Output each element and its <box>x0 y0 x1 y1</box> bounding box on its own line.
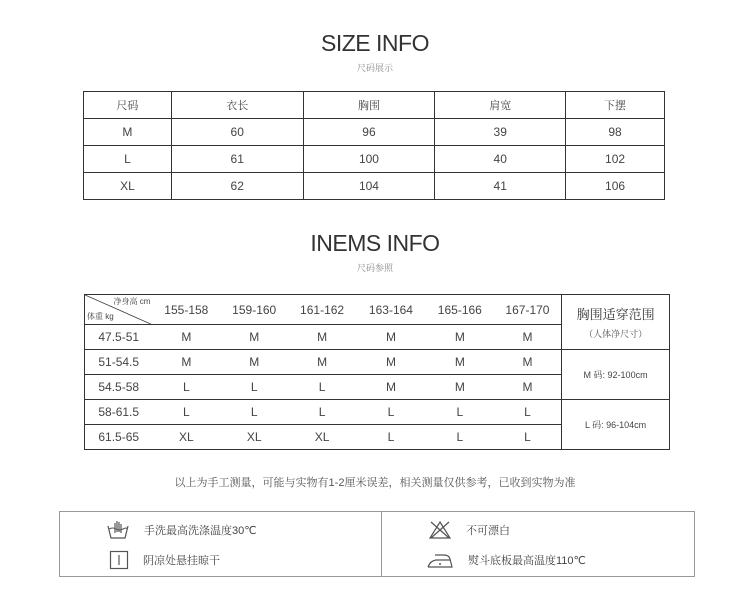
panel-divider <box>381 512 382 576</box>
size-cell: L <box>288 400 356 425</box>
size-cell: M <box>426 325 494 350</box>
size-info-subtitle: 尺码展示 <box>356 63 393 73</box>
weight-axis-label: 体重 kg <box>87 312 114 321</box>
size-cell: L <box>494 425 562 450</box>
size-cell: M <box>356 375 426 400</box>
table-cell: 96 <box>303 119 435 146</box>
table-cell: 40 <box>435 146 566 173</box>
height-header: 165-166 <box>426 295 494 325</box>
table-cell: 98 <box>566 119 665 146</box>
care-wash-label: 手洗最高洗涤温度30℃ <box>144 525 257 537</box>
table-cell: 100 <box>303 146 435 173</box>
size-cell: M <box>152 325 220 350</box>
table-cell: M <box>84 119 172 146</box>
weight-cell: 51-54.5 <box>85 350 153 375</box>
height-header: 167-170 <box>494 295 562 325</box>
fit-range-m: M 码: 92-100cm <box>562 350 670 400</box>
height-header: 161-162 <box>288 295 356 325</box>
table-header-row <box>84 92 665 119</box>
size-cell: L <box>152 400 220 425</box>
care-item-wash <box>106 520 257 540</box>
table-cell: 106 <box>566 173 665 200</box>
weight-cell: 58-61.5 <box>85 400 153 425</box>
inems-info-subtitle: 尺码参照 <box>356 263 393 273</box>
no-bleach-icon <box>428 520 452 540</box>
table-cell: 41 <box>435 173 566 200</box>
height-header: 163-164 <box>356 295 426 325</box>
fit-range-l: L 码: 96-104cm <box>562 400 670 450</box>
care-bleach-label: 不可漂白 <box>466 525 510 537</box>
size-cell: L <box>220 400 288 425</box>
size-info-title: SIZE INFO <box>321 30 429 56</box>
weight-cell: 47.5-51 <box>85 325 153 350</box>
size-cell: L <box>220 375 288 400</box>
header-cell: 下摆 <box>566 92 665 119</box>
table-cell: 104 <box>303 173 435 200</box>
table-cell: 60 <box>171 119 303 146</box>
size-cell: L <box>494 400 562 425</box>
inems-info-title: INEMS INFO <box>310 230 440 256</box>
table-cell: 102 <box>566 146 665 173</box>
size-cell: M <box>426 350 494 375</box>
weight-cell: 61.5-65 <box>85 425 153 450</box>
table-cell: 62 <box>171 173 303 200</box>
height-header: 155-158 <box>152 295 220 325</box>
size-table <box>83 91 665 200</box>
header-cell: 胸围 <box>303 92 435 119</box>
measurement-note: 以上为手工测量，可能与实物有1-2厘米误差，相关测量仅供参考，已收到实物为准 <box>174 477 576 489</box>
size-cell: M <box>356 325 426 350</box>
size-cell: L <box>356 400 426 425</box>
size-cell: M <box>220 325 288 350</box>
table-row <box>85 400 670 425</box>
table-row <box>84 119 665 146</box>
fit-range-title: 胸围适穿范围 <box>576 307 655 322</box>
header-cell: 尺码 <box>84 92 172 119</box>
table-row <box>84 146 665 173</box>
size-cell: L <box>288 375 356 400</box>
height-header: 159-160 <box>220 295 288 325</box>
table-cell: 61 <box>171 146 303 173</box>
size-cell: M <box>494 325 562 350</box>
fit-range-subtitle: （人体净尺寸） <box>584 329 648 339</box>
fit-range-header <box>562 295 670 350</box>
weight-cell: 54.5-58 <box>85 375 153 400</box>
care-item-dry <box>109 550 220 570</box>
header-cell: 肩宽 <box>435 92 566 119</box>
table-cell: L <box>84 146 172 173</box>
size-cell: M <box>220 350 288 375</box>
care-item-iron <box>426 550 586 570</box>
care-item-bleach <box>428 520 510 540</box>
header-cell: 衣长 <box>171 92 303 119</box>
table-row <box>85 350 670 375</box>
table-cell: 39 <box>435 119 566 146</box>
iron-icon <box>426 550 454 570</box>
care-instructions-panel <box>59 511 695 577</box>
corner-cell <box>85 295 153 325</box>
height-axis-label: 净身高 cm <box>113 297 151 306</box>
size-cell: M <box>288 325 356 350</box>
size-cell: M <box>288 350 356 375</box>
size-cell: XL <box>152 425 220 450</box>
table-cell: XL <box>84 173 172 200</box>
size-cell: XL <box>288 425 356 450</box>
size-cell: L <box>152 375 220 400</box>
size-cell: M <box>494 375 562 400</box>
size-cell: M <box>494 350 562 375</box>
care-dry-label: 阴凉处悬挂晾干 <box>143 555 220 567</box>
size-cell: M <box>426 375 494 400</box>
care-iron-label: 熨斗底板最高温度110℃ <box>468 555 586 567</box>
size-cell: L <box>426 425 494 450</box>
table-header-row <box>85 295 670 325</box>
size-cell: M <box>152 350 220 375</box>
size-cell: M <box>356 350 426 375</box>
inems-table <box>84 294 670 450</box>
size-cell: XL <box>220 425 288 450</box>
line-dry-icon <box>109 550 129 570</box>
table-row <box>84 173 665 200</box>
size-cell: L <box>356 425 426 450</box>
size-cell: L <box>426 400 494 425</box>
hand-wash-icon <box>106 520 130 540</box>
